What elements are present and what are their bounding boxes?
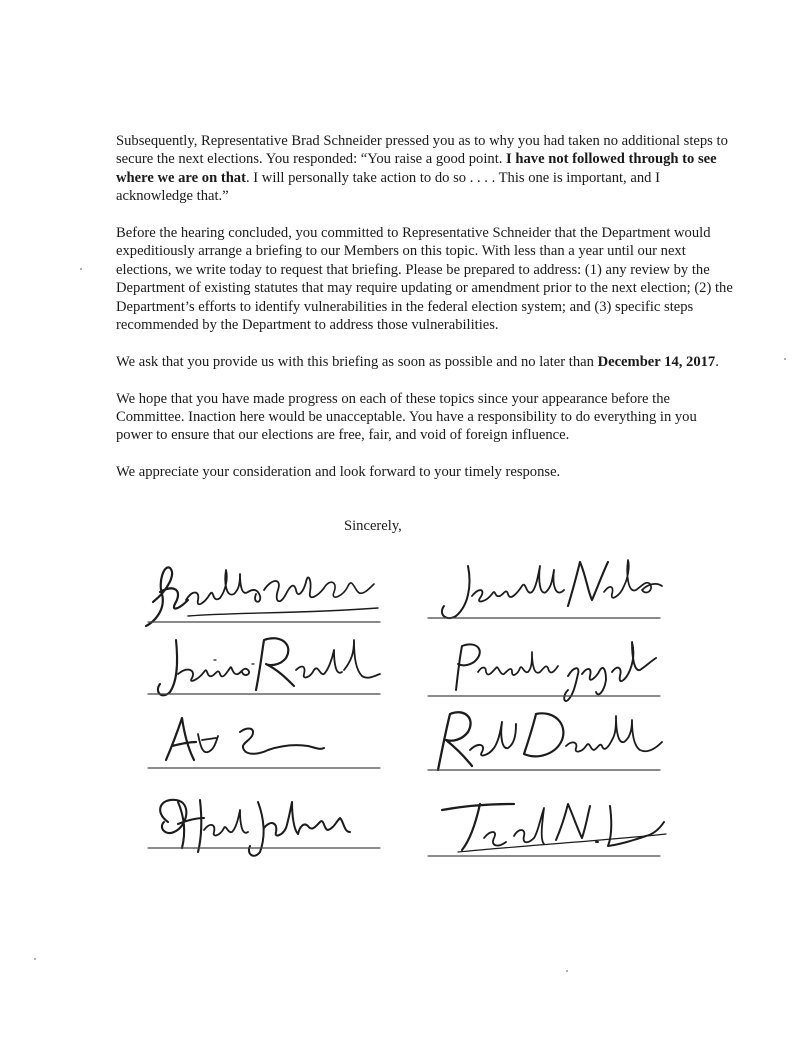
signature-deutch-image xyxy=(428,706,658,786)
paragraph-briefing xyxy=(116,224,736,334)
signature-johnson-image xyxy=(148,782,378,862)
paragraph-deadline xyxy=(116,353,736,371)
scan-speck xyxy=(566,970,568,972)
text-segment: We ask that you provide us with this briefing as soon as possible and no later than xyxy=(116,353,598,370)
signature-nadler-image xyxy=(428,556,658,636)
signature-lieu-image xyxy=(428,790,658,870)
text-segment: Before the hearing concluded, you committed to Representative Schneider that the Department would expeditiously arrange a briefing to our Members on this topic. With less than a year until our next elections, we write today to request that briefing. Please be prepared to address: (1) any review by the Department of existing statutes that may require updating or amendment prior to the next election; (2) the Department’s efforts to identify vulnerabilities in the federal election system; and (3) specific steps recommended by the Department to address those vulnerabilities. xyxy=(116,225,733,334)
paragraph-pressed xyxy=(116,132,736,206)
signature-jayapal-image xyxy=(428,632,658,712)
bold-segment: I have not followed through to see where we are on that xyxy=(116,151,717,186)
scan-speck xyxy=(80,268,82,270)
text-segment: We appreciate your consideration and look forward to your timely response. xyxy=(116,464,561,481)
scan-speck xyxy=(784,358,786,360)
signature-schneider xyxy=(148,560,378,640)
signature-johnson xyxy=(148,782,378,862)
paragraph-appreciation xyxy=(116,463,736,481)
signature-jayapal xyxy=(428,632,658,712)
letter-body xyxy=(116,132,736,500)
text-segment: Subsequently, Representative Brad Schneider pressed you as to why you had taken no additional steps to secure the next elections. You responded: “You raise a good point. xyxy=(116,133,728,168)
signature-raskin xyxy=(148,630,378,710)
signature-5 xyxy=(148,704,378,784)
text-segment: We hope that you have made progress on each of these topics since your appearance before the Committee. Inaction here would be unacceptable. You have a responsibility to do everything in you power to ensure that our elections are free, fair, and void of foreign influence. xyxy=(116,390,697,444)
signature-lieu xyxy=(428,790,658,870)
signature-nadler xyxy=(428,556,658,636)
signature-schneider-image xyxy=(148,560,378,640)
signature-raskin-image xyxy=(148,630,378,710)
paragraph-progress xyxy=(116,390,736,445)
closing-salutation: Sincerely, xyxy=(344,518,402,534)
signature-5-image xyxy=(148,704,378,784)
scan-speck xyxy=(34,958,36,960)
deadline-date: December 14, 2017 xyxy=(597,353,716,370)
text-segment: . I will personally take action to do so . . . . This one is important, and I acknowledge that.” xyxy=(116,169,660,205)
signature-deutch xyxy=(428,706,658,786)
text-segment: . xyxy=(715,353,719,370)
